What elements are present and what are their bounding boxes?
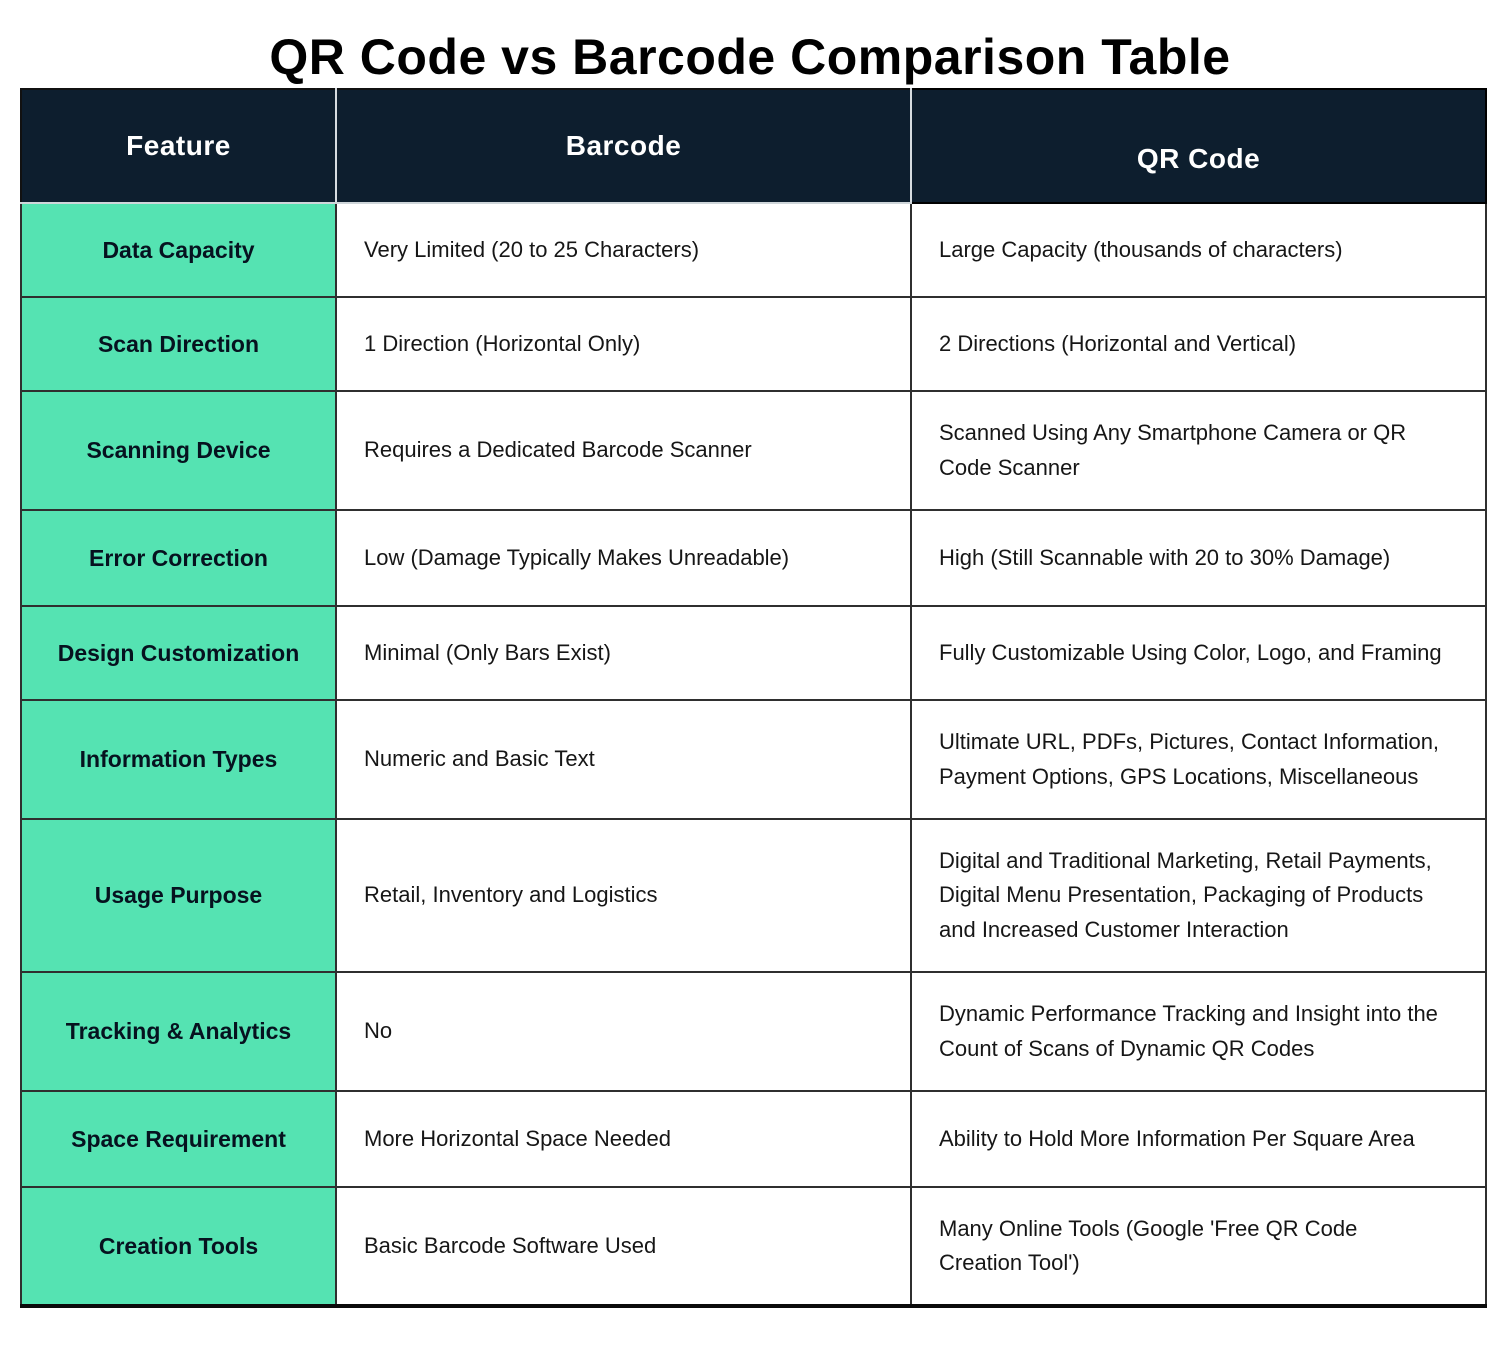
table-row: [21, 972, 1486, 1091]
feature-cell: Creation Tools: [21, 1187, 336, 1306]
feature-cell: Scanning Device: [21, 391, 336, 510]
page-title: QR Code vs Barcode Comparison Table: [269, 29, 1231, 85]
qrcode-value-cell: Ultimate URL, PDFs, Pictures, Contact Information, Payment Options, GPS Locations, Miscellaneous: [911, 700, 1486, 819]
feature-cell: Space Requirement: [21, 1091, 336, 1187]
qrcode-value-cell: Dynamic Performance Tracking and Insight into the Count of Scans of Dynamic QR Codes: [911, 972, 1486, 1091]
table-row: [21, 297, 1486, 391]
qrcode-value-cell: Large Capacity (thousands of characters): [911, 203, 1486, 297]
qrcode-value-cell: Many Online Tools (Google 'Free QR Code Creation Tool'): [911, 1187, 1486, 1306]
feature-header-cell: Feature: [21, 89, 336, 203]
table-row: [21, 1091, 1486, 1187]
feature-cell: Usage Purpose: [21, 819, 336, 972]
barcode-value-cell: Retail, Inventory and Logistics: [336, 819, 911, 972]
barcode-value-cell: Minimal (Only Bars Exist): [336, 606, 911, 700]
barcode-value-cell: Low (Damage Typically Makes Unreadable): [336, 510, 911, 606]
feature-cell: Design Customization: [21, 606, 336, 700]
qrcode-value-cell: Scanned Using Any Smartphone Camera or QR Code Scanner: [911, 391, 1486, 510]
qrcode-value-cell: Fully Customizable Using Color, Logo, and Framing: [911, 606, 1486, 700]
barcode-value-cell: Numeric and Basic Text: [336, 700, 911, 819]
table-row: [21, 391, 1486, 510]
comparison-table: [20, 88, 1487, 1308]
qrcode-value-cell: 2 Directions (Horizontal and Vertical): [911, 297, 1486, 391]
barcode-value-cell: Requires a Dedicated Barcode Scanner: [336, 391, 911, 510]
table-row: [21, 700, 1486, 819]
header-row: [21, 89, 1486, 203]
qrcode-value-cell: High (Still Scannable with 20 to 30% Damage): [911, 510, 1486, 606]
table-row: [21, 203, 1486, 297]
qrcode-value-cell: Digital and Traditional Marketing, Retail Payments, Digital Menu Presentation, Packaging of Products and Increased Customer Interaction: [911, 819, 1486, 972]
barcode-value-cell: More Horizontal Space Needed: [336, 1091, 911, 1187]
barcode-value-cell: Very Limited (20 to 25 Characters): [336, 203, 911, 297]
table-body: [21, 203, 1486, 1306]
barcode-value-cell: 1 Direction (Horizontal Only): [336, 297, 911, 391]
feature-cell: Information Types: [21, 700, 336, 819]
qrcode-header-cell: QR Code: [911, 89, 1486, 203]
feature-cell: Data Capacity: [21, 203, 336, 297]
table-row: [21, 819, 1486, 972]
table-row: [21, 1187, 1486, 1306]
table-row: [21, 510, 1486, 606]
feature-cell: Scan Direction: [21, 297, 336, 391]
table-row: [21, 606, 1486, 700]
barcode-header-cell: Barcode: [336, 89, 911, 203]
barcode-value-cell: No: [336, 972, 911, 1091]
barcode-value-cell: Basic Barcode Software Used: [336, 1187, 911, 1306]
feature-cell: Error Correction: [21, 510, 336, 606]
feature-cell: Tracking & Analytics: [21, 972, 336, 1091]
qrcode-value-cell: Ability to Hold More Information Per Square Area: [911, 1091, 1486, 1187]
table-header: [21, 89, 1486, 203]
